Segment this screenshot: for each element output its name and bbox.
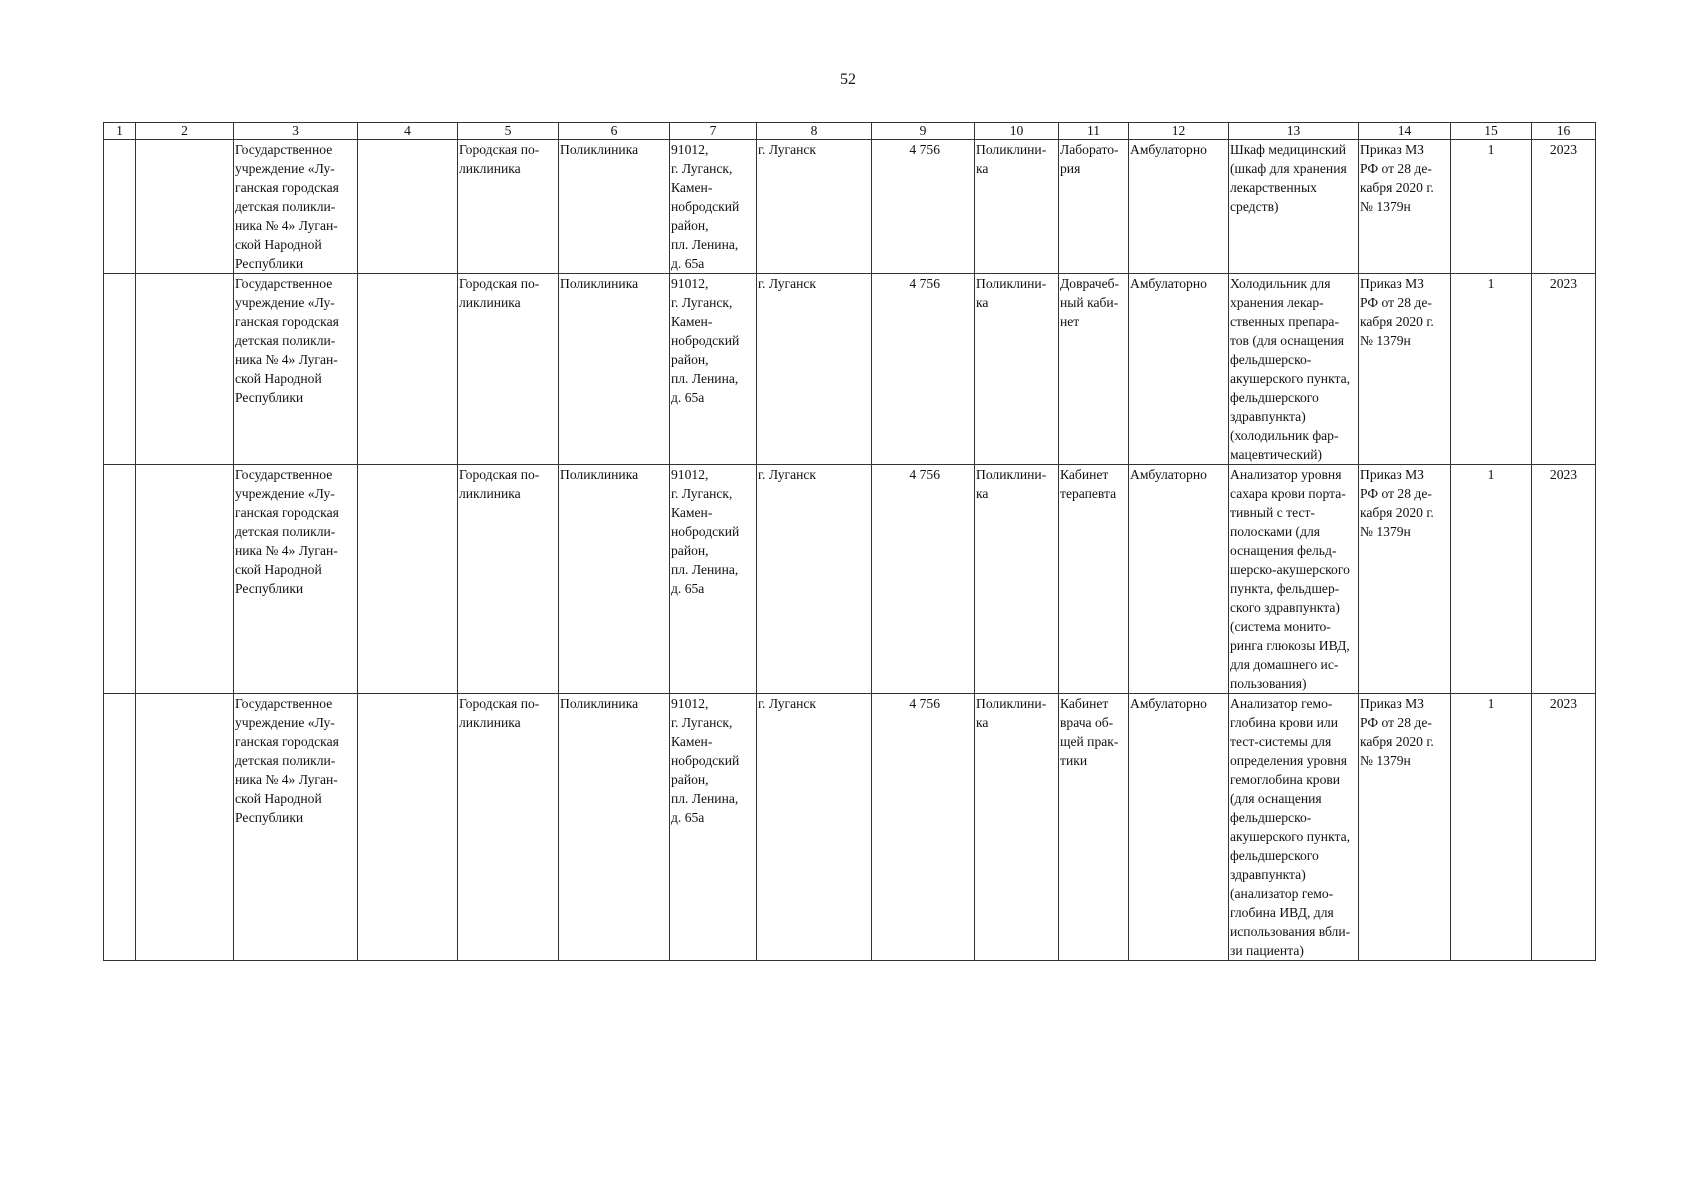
cell-text: 1 — [1487, 467, 1495, 482]
cell-text: Городская по- ликлиника — [459, 696, 540, 730]
cell-col-12 — [1129, 694, 1229, 961]
cell-col-16 — [1532, 694, 1596, 961]
column-header-3: 3 — [234, 123, 358, 140]
cell-text: г. Луганск — [758, 467, 817, 482]
cell-text: Государственное учреждение «Лу- ганская городская детская поликли- ника № 4» Луган- ской Народной Республики — [235, 467, 339, 596]
cell-col-6 — [559, 694, 670, 961]
cell-col-1 — [104, 140, 136, 274]
cell-col-11 — [1059, 694, 1129, 961]
cell-text: Амбулаторно — [1130, 467, 1207, 482]
cell-text: Государственное учреждение «Лу- ганская городская детская поликли- ника № 4» Луган- ской Народной Республики — [235, 696, 339, 825]
cell-text: 4 756 — [909, 467, 940, 482]
cell-text: 91012, г. Луганск, Камен- нобродский район, пл. Ленина, д. 65а — [671, 276, 740, 405]
cell-col-2 — [136, 274, 234, 465]
cell-text: Лаборато- рия — [1060, 142, 1119, 176]
cell-col-1 — [104, 465, 136, 694]
cell-col-16 — [1532, 465, 1596, 694]
cell-col-6 — [559, 140, 670, 274]
cell-text: Поликлиника — [560, 696, 639, 711]
cell-text: г. Луганск — [758, 276, 817, 291]
page-number: 52 — [840, 71, 856, 88]
cell-col-13 — [1229, 694, 1359, 961]
cell-text: Государственное учреждение «Лу- ганская городская детская поликли- ника № 4» Луган- ской Народной Республики — [235, 276, 339, 405]
cell-text: Поликлиника — [560, 142, 639, 157]
column-header-11: 11 — [1059, 123, 1129, 140]
cell-col-2 — [136, 465, 234, 694]
cell-col-7 — [670, 274, 757, 465]
cell-col-15 — [1451, 694, 1532, 961]
cell-text: 2023 — [1549, 142, 1578, 157]
cell-text: 1 — [1487, 276, 1495, 291]
cell-col-4 — [358, 465, 458, 694]
cell-col-15 — [1451, 140, 1532, 274]
cell-text: Поликлиника — [560, 276, 639, 291]
cell-text: Приказ МЗ РФ от 28 де- кабря 2020 г. № 1379н — [1360, 467, 1434, 539]
cell-col-9 — [872, 140, 975, 274]
column-header-5: 5 — [458, 123, 559, 140]
cell-col-3 — [234, 465, 358, 694]
cell-text: Приказ МЗ РФ от 28 де- кабря 2020 г. № 1379н — [1360, 696, 1434, 768]
cell-col-8 — [757, 140, 872, 274]
cell-col-10 — [975, 694, 1059, 961]
cell-col-11 — [1059, 465, 1129, 694]
column-header-12: 12 — [1129, 123, 1229, 140]
table-row — [104, 274, 1596, 465]
table-body — [104, 140, 1596, 961]
cell-text: 91012, г. Луганск, Камен- нобродский район, пл. Ленина, д. 65а — [671, 696, 740, 825]
cell-col-6 — [559, 274, 670, 465]
cell-text: 2023 — [1549, 467, 1578, 482]
cell-text: Поликлини- ка — [976, 142, 1047, 176]
cell-col-14 — [1359, 465, 1451, 694]
cell-col-5 — [458, 274, 559, 465]
cell-text: Поликлиника — [560, 467, 639, 482]
cell-col-15 — [1451, 465, 1532, 694]
cell-col-13 — [1229, 465, 1359, 694]
cell-col-1 — [104, 694, 136, 961]
cell-col-12 — [1129, 140, 1229, 274]
cell-text: г. Луганск — [758, 696, 817, 711]
cell-col-3 — [234, 140, 358, 274]
cell-text: 91012, г. Луганск, Камен- нобродский район, пл. Ленина, д. 65а — [671, 467, 740, 596]
column-header-1: 1 — [104, 123, 136, 140]
cell-col-6 — [559, 465, 670, 694]
cell-text: Анализатор уровня сахара крови порта- тивный с тест- полосками (для оснащения фельд- шерско-акушерского пункта, фельдшер- ского здравпункта) (система монито- ринга глюкозы ИВД, для домашнего ис- пользования) — [1230, 467, 1350, 691]
cell-col-9 — [872, 465, 975, 694]
cell-text: Поликлини- ка — [976, 276, 1047, 310]
cell-col-9 — [872, 694, 975, 961]
cell-text: Поликлини- ка — [976, 467, 1047, 501]
cell-col-7 — [670, 140, 757, 274]
cell-col-8 — [757, 274, 872, 465]
cell-col-16 — [1532, 274, 1596, 465]
cell-text: Амбулаторно — [1130, 276, 1207, 291]
cell-text: 4 756 — [909, 142, 940, 157]
cell-col-4 — [358, 140, 458, 274]
cell-col-13 — [1229, 274, 1359, 465]
cell-text: 4 756 — [909, 696, 940, 711]
table-row — [104, 694, 1596, 961]
cell-text: Доврачеб- ный каби- нет — [1060, 276, 1120, 329]
cell-text: Городская по- ликлиника — [459, 142, 540, 176]
column-header-10: 10 — [975, 123, 1059, 140]
column-header-2: 2 — [136, 123, 234, 140]
cell-text: 2023 — [1549, 696, 1578, 711]
cell-text: Холодильник для хранения лекар- ственных препара- тов (для оснащения фельдшерско- акушерского пункта, фельдшерского здравпункта) (холодильник фар- мацевтический) — [1230, 276, 1351, 462]
cell-text: Амбулаторно — [1130, 142, 1207, 157]
column-header-9: 9 — [872, 123, 975, 140]
cell-text: Амбулаторно — [1130, 696, 1207, 711]
cell-col-4 — [358, 694, 458, 961]
cell-col-10 — [975, 140, 1059, 274]
cell-text: Государственное учреждение «Лу- ганская городская детская поликли- ника № 4» Луган- ской Народной Республики — [235, 142, 339, 271]
cell-col-10 — [975, 274, 1059, 465]
column-header-15: 15 — [1451, 123, 1532, 140]
cell-col-7 — [670, 465, 757, 694]
cell-col-15 — [1451, 274, 1532, 465]
cell-col-12 — [1129, 274, 1229, 465]
cell-col-12 — [1129, 465, 1229, 694]
column-header-13: 13 — [1229, 123, 1359, 140]
cell-text: Шкаф медицинский (шкаф для хранения лекарственных средств) — [1230, 142, 1347, 214]
column-number-row — [104, 123, 1596, 140]
document-table — [103, 122, 1596, 961]
cell-col-10 — [975, 465, 1059, 694]
table-row — [104, 140, 1596, 274]
column-header-16: 16 — [1532, 123, 1596, 140]
cell-col-11 — [1059, 274, 1129, 465]
cell-col-5 — [458, 694, 559, 961]
cell-text: Анализатор гемо- глобина крови или тест-системы для определения уровня гемоглобина крови (для оснащения фельдшерско- акушерского пункта, фельдшерского здравпункта) (анализатор гемо- глобина ИВД, для использования вбли- зи пациента) — [1230, 696, 1351, 958]
cell-col-14 — [1359, 140, 1451, 274]
cell-text: 1 — [1487, 142, 1495, 157]
cell-text: 1 — [1487, 696, 1495, 711]
cell-col-3 — [234, 274, 358, 465]
cell-text: Приказ МЗ РФ от 28 де- кабря 2020 г. № 1379н — [1360, 276, 1434, 348]
column-header-14: 14 — [1359, 123, 1451, 140]
cell-col-2 — [136, 694, 234, 961]
column-header-7: 7 — [670, 123, 757, 140]
cell-text: Приказ МЗ РФ от 28 де- кабря 2020 г. № 1379н — [1360, 142, 1434, 214]
cell-text: г. Луганск — [758, 142, 817, 157]
cell-text: Кабинет терапевта — [1060, 467, 1117, 501]
cell-col-3 — [234, 694, 358, 961]
cell-col-14 — [1359, 274, 1451, 465]
table-header — [104, 123, 1596, 140]
table-row — [104, 465, 1596, 694]
cell-col-7 — [670, 694, 757, 961]
cell-col-11 — [1059, 140, 1129, 274]
cell-col-16 — [1532, 140, 1596, 274]
cell-text: Городская по- ликлиника — [459, 467, 540, 501]
cell-col-9 — [872, 274, 975, 465]
cell-text: Кабинет врача об- щей прак- тики — [1060, 696, 1119, 768]
cell-col-4 — [358, 274, 458, 465]
cell-text: 91012, г. Луганск, Камен- нобродский район, пл. Ленина, д. 65а — [671, 142, 740, 271]
cell-col-5 — [458, 465, 559, 694]
cell-col-2 — [136, 140, 234, 274]
cell-text: Поликлини- ка — [976, 696, 1047, 730]
cell-col-8 — [757, 465, 872, 694]
column-header-6: 6 — [559, 123, 670, 140]
column-header-4: 4 — [358, 123, 458, 140]
column-header-8: 8 — [757, 123, 872, 140]
cell-col-13 — [1229, 140, 1359, 274]
cell-col-8 — [757, 694, 872, 961]
cell-col-1 — [104, 274, 136, 465]
cell-text: 4 756 — [909, 276, 940, 291]
cell-col-5 — [458, 140, 559, 274]
cell-col-14 — [1359, 694, 1451, 961]
cell-text: Городская по- ликлиника — [459, 276, 540, 310]
cell-text: 2023 — [1549, 276, 1578, 291]
